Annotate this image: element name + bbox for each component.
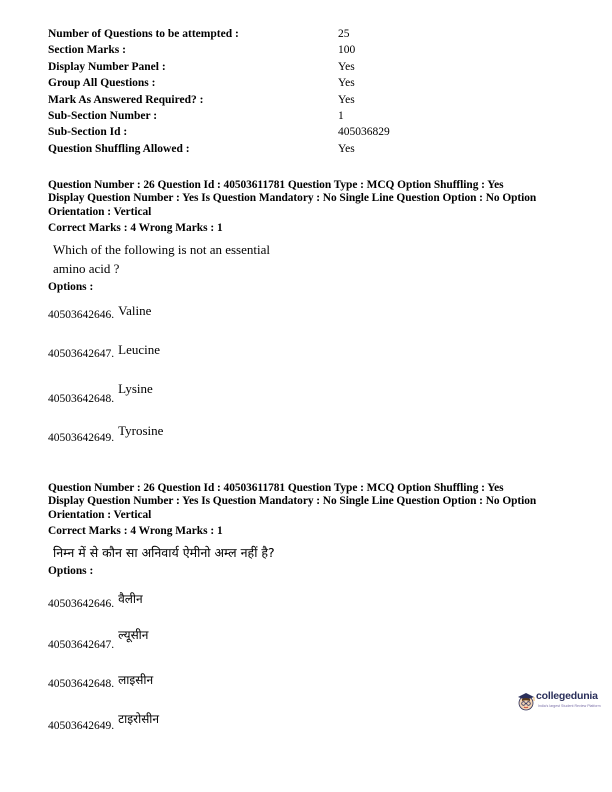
meta-value: 1 bbox=[338, 109, 344, 122]
meta-value: Yes bbox=[338, 60, 355, 73]
question-header bbox=[48, 179, 578, 219]
graduate-avatar-icon bbox=[515, 690, 537, 712]
option-id: 40503642646. bbox=[48, 598, 115, 610]
option-item[interactable] bbox=[48, 712, 160, 736]
question-text bbox=[53, 543, 578, 562]
question-header bbox=[48, 482, 578, 522]
option-text: ल्यूसीन bbox=[118, 628, 149, 642]
option-id: 40503642649. bbox=[48, 720, 115, 732]
option-text: वैलीन bbox=[118, 592, 143, 606]
question-header-line: Display Question Number : Yes Is Question Mandatory : No Single Line Question Option : No Option bbox=[48, 192, 537, 205]
collegedunia-watermark bbox=[515, 688, 607, 714]
option-text: टाइरोसीन bbox=[118, 712, 160, 726]
brand-tagline: India's largest Student Review Platform bbox=[538, 704, 601, 708]
option-id: 40503642647. bbox=[48, 639, 115, 651]
option-item[interactable] bbox=[48, 628, 149, 655]
option-id: 40503642648. bbox=[48, 393, 115, 405]
meta-value: Yes bbox=[338, 93, 355, 106]
options-label: Options : bbox=[48, 565, 94, 578]
question-text bbox=[53, 240, 578, 278]
options-label: Options : bbox=[48, 281, 94, 294]
option-item[interactable] bbox=[48, 305, 151, 325]
meta-label: Number of Questions to be attempted : bbox=[48, 28, 239, 40]
brand-name: collegedunia bbox=[536, 690, 598, 702]
meta-label: Sub-Section Id : bbox=[48, 126, 128, 139]
meta-label: Sub-Section Number : bbox=[48, 109, 158, 122]
question-text-line: Which of the following is not an essential bbox=[53, 242, 270, 258]
meta-label: Mark As Answered Required? : bbox=[48, 93, 204, 106]
option-text: Tyrosine bbox=[118, 423, 164, 438]
question-header-line: Display Question Number : Yes Is Question Mandatory : No Single Line Question Option : No Option bbox=[48, 495, 537, 508]
option-id: 40503642646. bbox=[48, 309, 115, 321]
question-header-line: Question Number : 26 Question Id : 40503611781 Question Type : MCQ Option Shuffling : Yes bbox=[48, 179, 504, 191]
meta-label: Group All Questions : bbox=[48, 77, 156, 90]
meta-value: 405036829 bbox=[338, 126, 390, 139]
question-header-line: Question Number : 26 Question Id : 40503611781 Question Type : MCQ Option Shuffling : Yes bbox=[48, 482, 504, 494]
option-item[interactable] bbox=[48, 674, 153, 694]
option-id: 40503642648. bbox=[48, 678, 115, 690]
option-item[interactable] bbox=[48, 423, 164, 448]
question-block-hindi bbox=[48, 482, 578, 577]
option-text: लाइसीन bbox=[118, 673, 154, 687]
meta-label: Display Number Panel : bbox=[48, 60, 166, 73]
option-id: 40503642647. bbox=[48, 348, 115, 360]
option-text: Lysine bbox=[118, 381, 153, 396]
marks-info: Correct Marks : 4 Wrong Marks : 1 bbox=[48, 222, 223, 235]
question-text-line: amino acid ? bbox=[53, 261, 120, 277]
option-item[interactable] bbox=[48, 381, 153, 409]
option-id: 40503642649. bbox=[48, 432, 115, 444]
meta-label: Section Marks : bbox=[48, 44, 126, 57]
question-header-line: Orientation : Vertical bbox=[48, 205, 152, 218]
option-item[interactable] bbox=[48, 344, 160, 364]
option-text: Valine bbox=[118, 303, 152, 318]
question-text-line: निम्न में से कौन सा अनिवार्य ऐमीनो अम्ल नहीं है? bbox=[53, 545, 275, 561]
meta-value: 25 bbox=[338, 28, 350, 40]
option-item[interactable] bbox=[48, 594, 143, 614]
question-header-line: Orientation : Vertical bbox=[48, 508, 152, 521]
meta-label: Question Shuffling Allowed : bbox=[48, 142, 190, 155]
marks-info: Correct Marks : 4 Wrong Marks : 1 bbox=[48, 525, 223, 538]
option-text: Leucine bbox=[118, 342, 160, 357]
meta-value: 100 bbox=[338, 44, 356, 57]
meta-value: Yes bbox=[338, 142, 355, 155]
question-block-english bbox=[48, 179, 578, 293]
meta-value: Yes bbox=[338, 77, 355, 90]
